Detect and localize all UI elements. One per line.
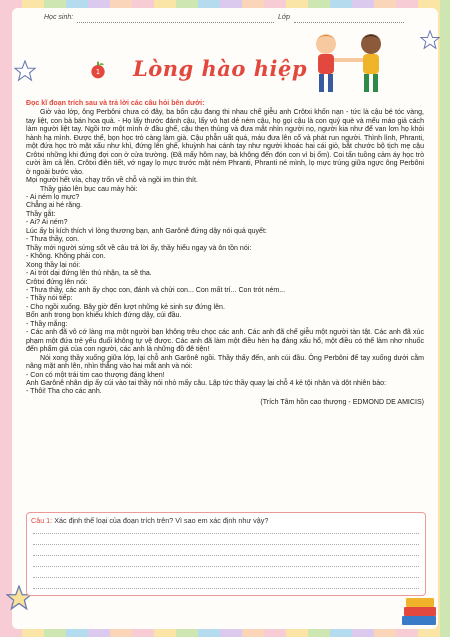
passage-paragraph: - Thầy mắng: <box>26 320 68 328</box>
passage-paragraph: - Thưa thầy, con. <box>26 236 80 244</box>
passage-paragraph: Thầy mới người sửng sốt về câu trả lời ấy, thầy hiểu ngay và ôn tồn nói: <box>26 244 252 252</box>
passage-paragraph: - Thôi! Tha cho các anh. <box>26 388 102 396</box>
instruction: Đọc kĩ đoạn trích sau và trả lời các câu hỏi bên dưới: <box>26 100 205 107</box>
answer-line[interactable] <box>33 566 419 567</box>
passage-paragraph: Lúc ấy bị kích thích vì lòng thương bạn, anh Garônê đứng dậy nói quả quyết: <box>26 227 267 235</box>
passage-paragraph: - Ai? Ai ném? <box>26 219 68 227</box>
passage-paragraph: Nói xong thầy xuống giữa lớp, lại chỗ anh Garônê ngồi. Thầy thấy đến, anh cúi đầu. Ông Perbôni để tay xuống dưới cằm nâng mặt anh lên, nhìn thẳng vào hai mắt anh và nói: <box>26 354 424 371</box>
passage-paragraph: - Cho ngồi xuống. Bây giờ đến lượt những kẻ sinh sự đứng lên. <box>26 303 225 311</box>
passage-paragraph: Crôtxi đứng lên nói: <box>26 278 88 286</box>
passage-paragraph: - Ai trót dại đứng lên thú nhận, ta sẽ tha. <box>26 270 152 278</box>
question-box <box>26 512 426 596</box>
question-1 <box>31 516 268 525</box>
books-illustration <box>400 594 440 628</box>
answer-line[interactable] <box>33 533 419 534</box>
passage-paragraph: Xong thầy lại nói: <box>26 261 81 269</box>
passage-paragraph: Chẳng ai hé răng. <box>26 202 83 210</box>
passage-paragraph: - Các anh đã vô cớ làng mạ một người bạn không trêu chọc các anh. Các anh đã chế giễu một người tàn tật. Các anh đã xúc phạm một đứa trẻ yếu đuối không tự vệ được. Các anh đã làm một điều hèn hạ đáng xấu hổ, một điều có thể làm nhơ nhuốc đến phẩm giá của con người, các anh là những đồ đê tiện! <box>26 329 424 354</box>
student-name-blank[interactable] <box>77 14 274 23</box>
passage-paragraph: - Không. Không phải con. <box>26 253 106 261</box>
answer-line[interactable] <box>33 577 419 578</box>
answer-line[interactable] <box>33 555 419 556</box>
answer-line[interactable] <box>33 544 419 545</box>
passage-paragraph: Thầy gắt: <box>26 210 56 218</box>
answer-line[interactable] <box>33 588 419 589</box>
passage-paragraph: Bốn anh trong bọn khiếu khích đứng dậy, cúi đầu. <box>26 312 182 320</box>
student-label: Học sinh: <box>44 14 74 21</box>
reading-passage <box>26 100 424 407</box>
title-area <box>80 56 360 81</box>
passage-paragraphs <box>26 109 424 396</box>
svg-text:1: 1 <box>95 68 101 77</box>
header-fill-line <box>44 14 404 23</box>
star-icon <box>420 30 440 50</box>
passage-paragraph: Giờ vào lớp, ông Perbôni chưa có đây, ba bốn cậu đang thi nhau chế giễu anh Crôtxi khốn nạn - tức là cậu bé tóc vàng, tay liệt, con bà bán hoa quả. - Họ lấy thước đánh cậu, lấy vỏ hạt dẻ ném cậu, họ gọi cậu là con quỷ què và mếu máo giả cách làm người liệt tay. Ngồi trơ một mình ở đầu ghế, cậu thẹn thùng và đưa mắt nhìn người nọ, người kia như để van lơn họ khỏi hành hạ mình. Được thể, bọn học trò càng làm già. Cậu phẫn uất quá, máu đưa lên cổ và phát run người. Thình lình, Phranti, một đứa học trò mặt xấu như khỉ, đứng lên ghế, khuỳnh hai cánh tay như người khoác hai cái giỏ, bắt chước bộ tịch mẹ cậu Crôtxi những khi đứng đợi con ở cửa trường. (Đã mấy hôm nay, bà không đến đón con vì bị ốm). Coi tấn tuồng cảm áy học trò cười ầm cả lên. Crôtxi điên tiết, vớ ngay lọ mực trước mặt ném Phranti, Phranti né mình, lọ mực trúng giữa ngực ông Perbôni ở ngoài bước vào. <box>26 109 424 176</box>
source-citation: (Trích Tâm hồn cao thượng - EDMOND DE AMICIS) <box>260 398 424 406</box>
passage-paragraph: Anh Garônê nhân dịp ấy cúi vào tai thầy nói nhỏ mấy câu. Lập tức thầy quay lại chỗ 4 kẻ tội nhân và dột nhiên bảo: <box>26 379 387 387</box>
class-label: Lớp <box>277 14 290 21</box>
question-number: Câu 1: <box>31 516 53 525</box>
passage-paragraph: Mọi người hết vía, chạy trốn về chỗ và ngồi im thin thít. <box>26 177 198 185</box>
class-blank[interactable] <box>294 14 404 23</box>
star-icon <box>14 60 36 82</box>
passage-paragraph: - Ai ném lọ mực? <box>26 193 80 201</box>
passage-paragraph: - Thưa thầy, các anh ấy chọc con, đánh và chửi con... Con mất trí... Con trót ném... <box>26 286 286 294</box>
passage-paragraph: - Con có một trái tim cao thượng đáng khen! <box>26 371 165 379</box>
question-text: Xác định thể loại của đoạn trích trên? Vì sao em xác định như vậy? <box>54 516 269 525</box>
passage-paragraph: Thầy giáo lên bục cau mày hỏi: <box>40 185 138 193</box>
page-title: Lòng hào hiệp <box>132 56 308 81</box>
passage-paragraph: - Thầy nói tiếp: <box>26 295 73 303</box>
